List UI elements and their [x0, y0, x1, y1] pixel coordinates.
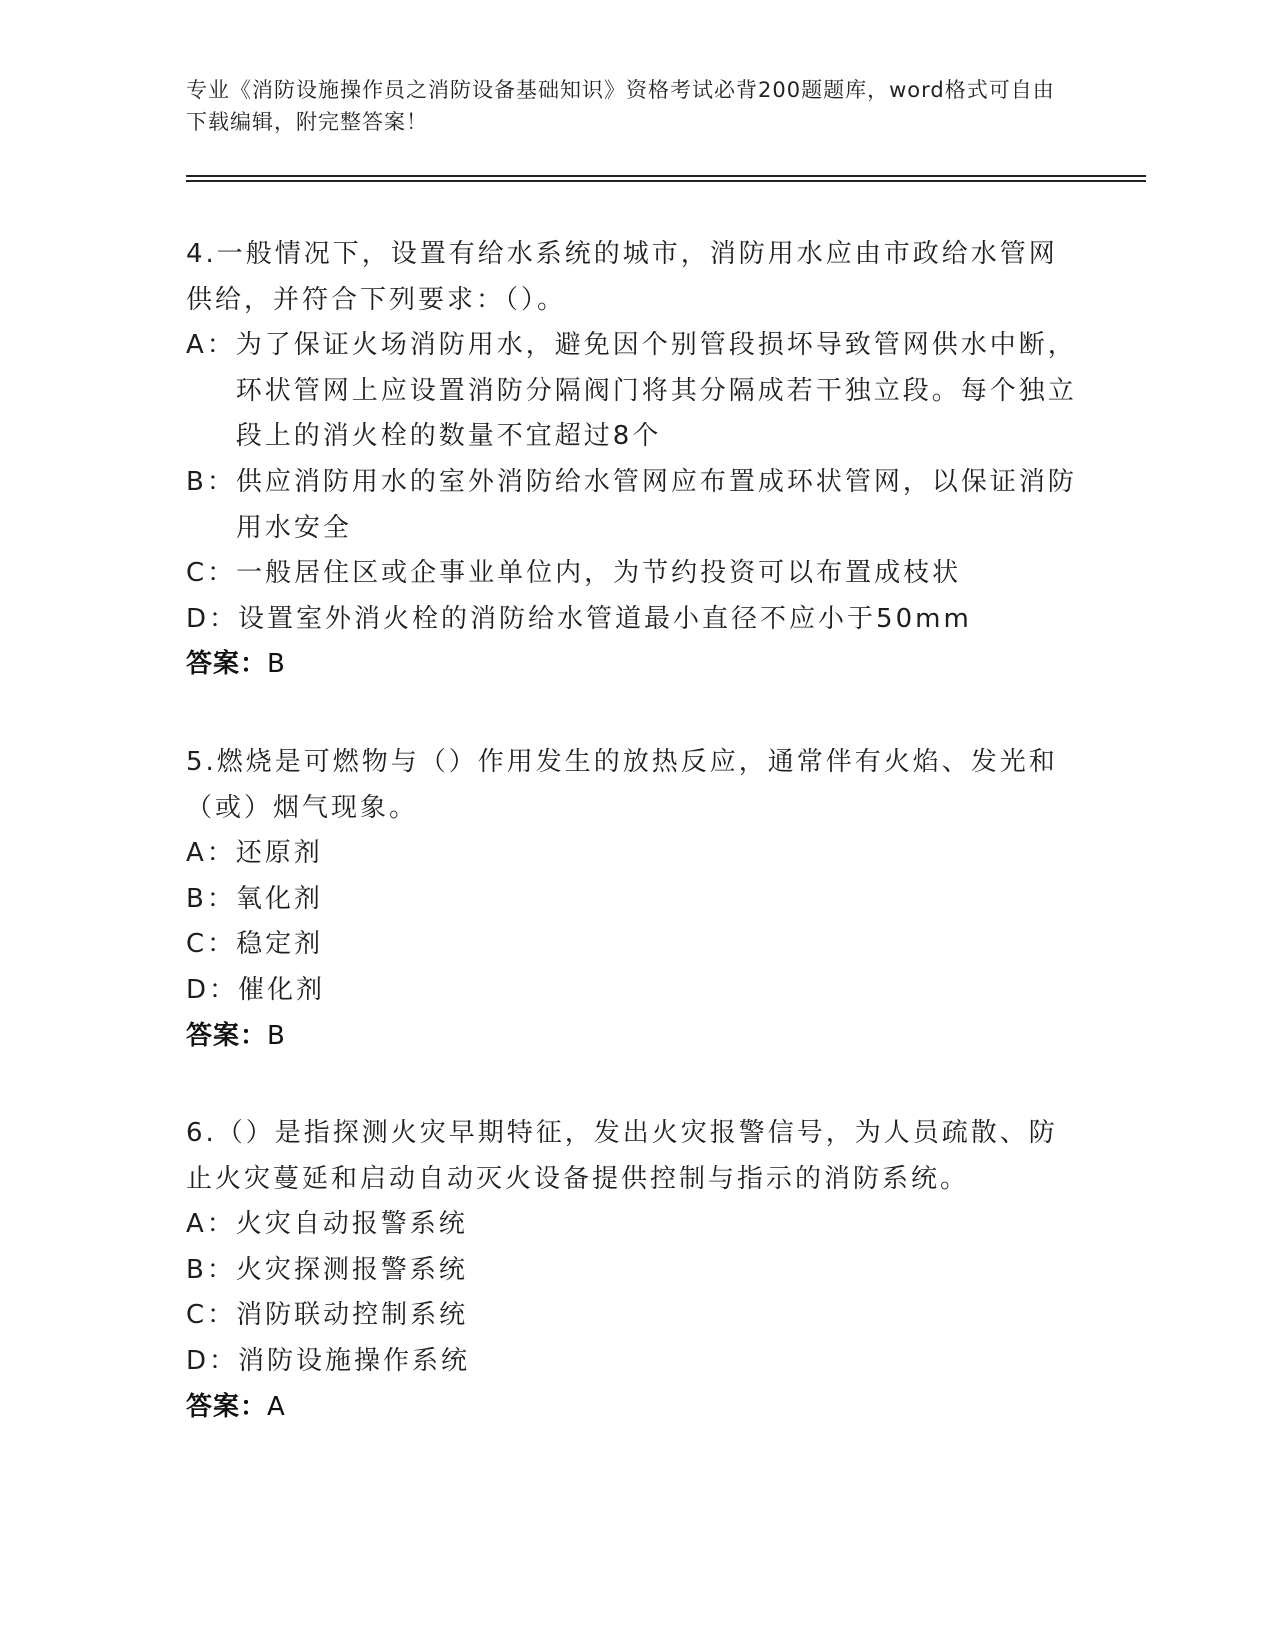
answer-label: 答案：	[186, 649, 268, 680]
option-d	[186, 968, 1086, 1014]
option-key: B：	[186, 1254, 236, 1285]
answer-label: 答案：	[186, 1020, 268, 1051]
answer-value: B	[267, 1020, 286, 1051]
question-stem: 6.（）是指探测火灾早期特征，发出火灾报警信号，为人员疏散、防止火灾蔓延和启动自动灭火设备提供控制与指示的消防系统。	[186, 1118, 1058, 1194]
option-key: D：	[186, 603, 239, 634]
option-key: B：	[186, 883, 236, 914]
option-d	[186, 597, 1086, 643]
option-c	[186, 551, 1086, 597]
option-text: 催化剂	[238, 974, 326, 1005]
option-text: 供应消防用水的室外消防给水管网应布置成环状管网，以保证消防用水安全	[235, 466, 1077, 543]
option-b	[186, 460, 1086, 551]
answer-line	[186, 1014, 1086, 1060]
option-text: 设置室外消火栓的消防给水管道最小直径不应小于50mm	[238, 603, 972, 634]
answer-line	[186, 1385, 1086, 1431]
question-stem: 5.燃烧是可燃物与（）作用发生的放热反应，通常伴有火焰、发光和（或）烟气现象。	[186, 746, 1058, 823]
option-b	[186, 877, 1086, 923]
option-a	[186, 1202, 1086, 1248]
option-c	[186, 922, 1086, 968]
option-c	[186, 1293, 1086, 1339]
option-key: C：	[186, 1300, 237, 1331]
question-list	[186, 232, 1086, 1482]
option-text: 还原剂	[235, 838, 323, 869]
option-text: 为了保证火场消防用水，避免因个别管段损坏导致管网供水中断，环状管网上应设置消防分隔阀门将其分隔成若干独立段。每个独立段上的消火栓的数量不宜超过8个	[235, 330, 1077, 452]
option-d	[186, 1339, 1086, 1385]
answer-line	[186, 642, 1086, 688]
option-key: C：	[186, 929, 237, 960]
question-stem: 4.一般情况下，设置有给水系统的城市，消防用水应由市政给水管网供给，并符合下列要求：（）。	[186, 239, 1058, 315]
option-key: A：	[186, 330, 236, 361]
question-item	[186, 1111, 1086, 1430]
option-key: D：	[186, 974, 239, 1005]
option-key: B：	[186, 466, 236, 497]
option-a	[186, 323, 1086, 460]
header-divider-bottom	[186, 180, 1146, 182]
answer-value: B	[267, 649, 286, 680]
document-header: 专业《消防设施操作员之消防设备基础知识》资格考试必背200题题库，word格式可自由下载编辑，附完整答案！	[186, 78, 1055, 134]
option-text: 一般居住区或企事业单位内，为节约投资可以布置成枝状	[236, 558, 962, 589]
option-text: 稳定剂	[236, 929, 324, 960]
header-divider-top	[186, 175, 1146, 177]
question-item	[186, 232, 1086, 688]
answer-value: A	[267, 1391, 286, 1422]
option-key: C：	[186, 558, 237, 589]
option-text: 氧化剂	[235, 883, 323, 914]
option-key: A：	[186, 838, 236, 869]
option-text: 火灾自动报警系统	[235, 1209, 468, 1240]
answer-label: 答案：	[186, 1391, 268, 1422]
option-b	[186, 1248, 1086, 1294]
option-key: D：	[186, 1346, 239, 1377]
option-text: 火灾探测报警系统	[235, 1254, 468, 1285]
question-item	[186, 740, 1086, 1059]
option-key: A：	[186, 1209, 236, 1240]
option-text: 消防设施操作系统	[238, 1346, 471, 1377]
option-a	[186, 831, 1086, 877]
option-text: 消防联动控制系统	[236, 1300, 469, 1331]
